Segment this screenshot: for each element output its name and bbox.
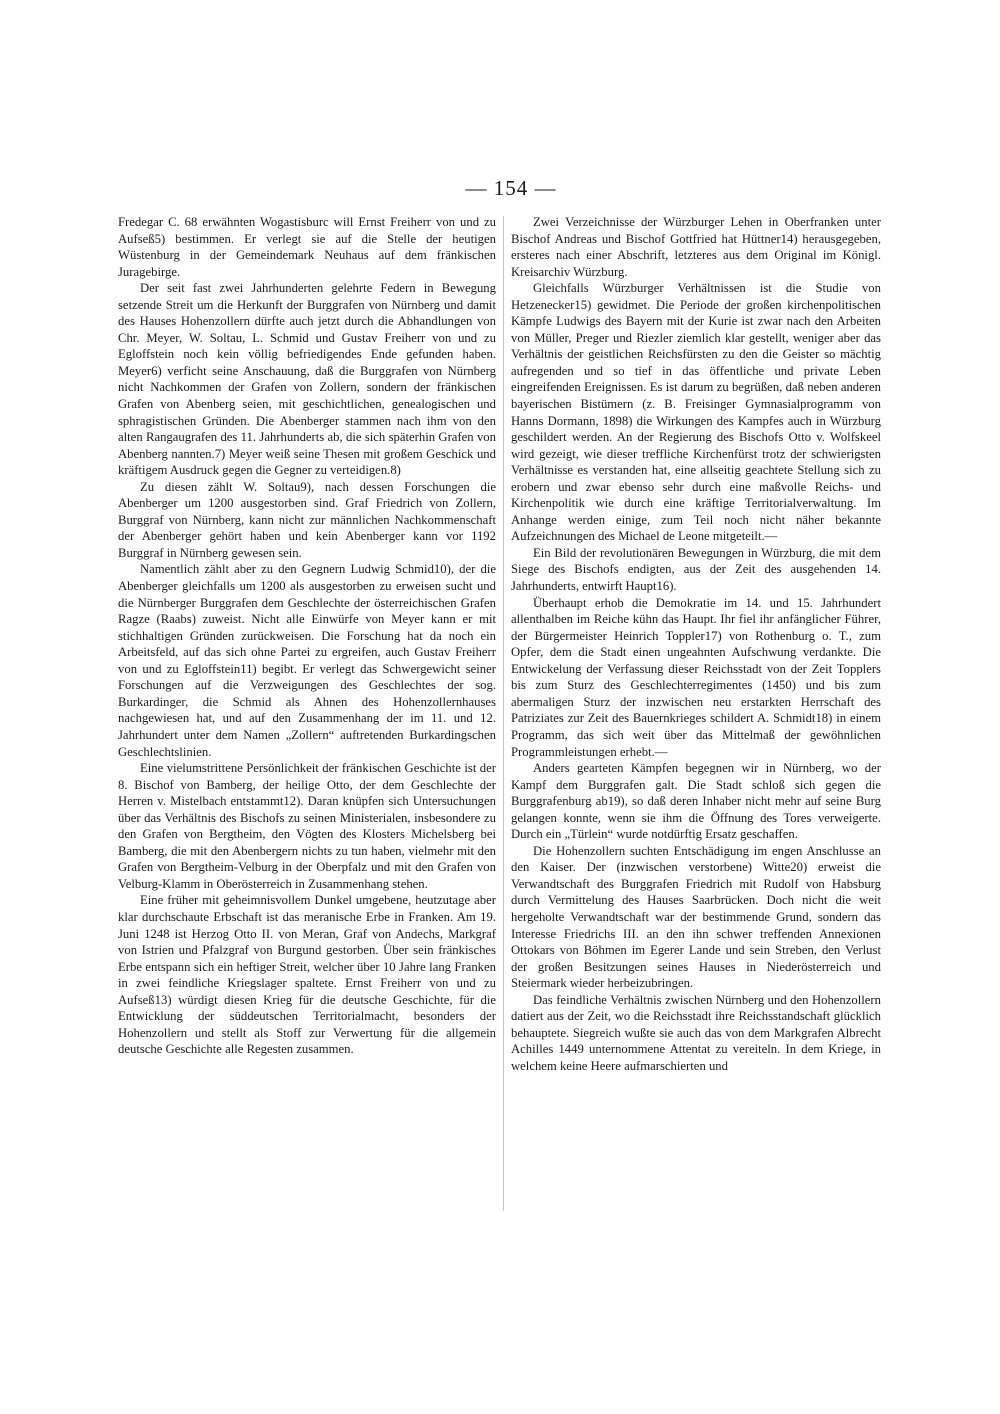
page-number: — 154 —: [465, 176, 557, 200]
paragraph: Gleichfalls Würzburger Verhältnissen ist die Studie von Hetzenecker15) gewidmet. Die Periode der großen kirchenpolitischen Kämpfe Ludwigs des Bayern mit der Kurie ist zwar nach den Arbeiten von Müller, Preger und Riezler ziemlich klar gestellt, weniger aber das Verhältnis der geistlichen Reichsfürsten zu den die Geister so mächtig aufregenden und so tief in das öffentliche und private Leben eingreifenden Ereignissen. Es ist darum zu begrüßen, daß neben anderen bayerischen Bistümern (z. B. Freisinger Gymnasialprogramm von Hanns Dormann, 1898) die Wirkungen des Kampfes auch in Würzburg geschildert werden. An der Regierung des Bischofs Otto v. Wolfskeel wird gezeigt, wie dieser treffliche Kirchenfürst trotz der schwierigsten Verhältnisse es verstanden hat, eine allseitig geachtete Stellung sich zu erobern und zwar ebenso sehr durch eine maßvolle Reichs- und Kirchenpolitik wie durch eine kräftige Territorialverwaltung. Im Anhange werden einige, zum Teil noch nicht näher bekannte Aufzeichnungen des Michael de Leone mitgeteilt.—: [511, 281, 881, 544]
paragraph: Anders gearteten Kämpfen begegnen wir in Nürnberg, wo der Kampf dem Burggrafen galt. Die Stadt schloß sich gegen die Burggrafenburg ab19), so daß deren Inhaber nicht mehr auf seine Burg gelangen konnte, wenn sie ihm die Öffnung des Tores verweigerte. Durch ein „Türlein“ wurde notdürftig Ersatz geschaffen.: [511, 761, 881, 842]
paragraph: Die Hohenzollern suchten Entschädigung im engen Anschlusse an den Kaiser. Der (inzwischen verstorbene) Witte20) erweist die Verwandtschaft des Burggrafen Friedrich mit Rudolf von Habsburg durch Vermittelung des Hauses Saarbrücken. Doch nicht die weit hergeholte Verwandtschaft war der bestimmende Grund, sondern das Interesse Friedrichs III. an den ihn schwer treffenden Annexionen Ottokars von Böhmen im Egerer Lande und sein Streben, den Verlust der großen Besitzungen seines Hauses in Niederösterreich und Steiermark wieder herbeizubringen.: [511, 843, 881, 991]
paragraph: Eine vielumstrittene Persönlichkeit der fränkischen Geschichte ist der 8. Bischof von Bamberg, der heilige Otto, der dem Geschlechte der Herren v. Mistelbach entstammt12). Daran knüpfen sich Untersuchungen über das Verhältnis des Bischofs zu seinen Ministerialen, insbesondere zu den Grafen von Bergtheim, den Vögten des Klosters Michelsberg bei Bamberg, die mit den Abenbergern nichts zu tun haben, vielmehr mit den Grafen von Bergtheim-Velburg in der Oberpfalz und mit den Grafen von Velburg-Klamm in Oberösterreich in Zusammenhang stehen.: [118, 761, 496, 891]
paragraph: Fredegar C. 68 erwähnten Wogastisburc will Ernst Freiherr von und zu Aufseß5) bestimmen. Er verlegt sie auf die Stelle der heutigen Wüstenburg in der Gemeindemark Neuhaus auf dem fränkischen Juragebirge.: [118, 215, 496, 279]
paragraph: Das feindliche Verhältnis zwischen Nürnberg und den Hohenzollern datiert aus der Zeit, wo die Reichsstadt ihre Reichsstandschaft glücklich behauptete. Siegreich wußte sie auch das von dem Markgrafen Albrecht Achilles 1449 unternommene Attentat zu vereiteln. In dem Kriege, in welchem keine Heere aufmarschierten und: [511, 992, 881, 1073]
paragraph: Zwei Verzeichnisse der Würzburger Lehen in Oberfranken unter Bischof Andreas und Bischof Gottfried hat Hüttner14) herausgegeben, ersteres nach einer Abschrift, letzteres aus dem Original im Königl. Kreisarchiv Würzburg.: [511, 215, 881, 279]
paragraph: Überhaupt erhob die Demokratie im 14. und 15. Jahrhundert allenthalben im Reiche kühn das Haupt. Ihr fiel ihr anfänglicher Führer, der Bürgermeister Heinrich Toppler17) von Rothenburg o. T., zum Opfer, dem die Stadt einen ungeahnten Aufschwung verdankte. Die Entwickelung der Verfassung dieser Reichsstadt von der Zeit Topplers bis zum Sturz des Geschlechterregimentes (1450) und bis zum abermaligen Sturz der inzwischen neu erstarkten Herrschaft des Patriziates zur Zeit des Bauernkrieges schildert A. Schmidt18) in einem Programm, das sich weit über das Mittelmaß der gewöhnlichen Programmleistungen erhebt.—: [511, 595, 881, 759]
paragraph: Der seit fast zwei Jahrhunderten gelehrte Federn in Bewegung setzende Streit um die Herkunft der Burggrafen von Nürnberg und damit des Hauses Hohenzollern dürfte auch jetzt durch die Abhandlungen von Chr. Meyer, W. Soltau, L. Schmid und Gustav Freiherr von und zu Egloffstein noch kein völlig befriedigendes Ende gefunden haben. Meyer6) verficht seine Anschauung, daß die Burggrafen von Nürnberg nicht Nachkommen der Grafen von Zollern, sondern der fränkischen Grafen von Abenberg seien, mit geschichtlichen, genealogischen und sphragistischen Gründen. Die Abenberger stammen nach ihm von den alten Rangaugrafen des 11. Jahrhunderts ab, die sich späterhin Grafen von Abenberg nannten.7) Meyer weiß seine Thesen mit großem Geschick und kräftigem Ausdruck gegen die Gegner zu verteidigen.8): [118, 281, 496, 478]
paragraph: Namentlich zählt aber zu den Gegnern Ludwig Schmid10), der die Abenberger gleichfalls um 1200 als ausgestorben zu erweisen sucht und die Nürnberger Burggrafen dem Geschlechte der österreichischen Grafen Ragze (Raabs) zuweist. Nicht alle Einwürfe von Meyer kann er mit stichhaltigen Gründen zurückweisen. Die Forschung hat da noch ein Arbeitsfeld, auf das sich ohne Partei zu ergreifen, auch Gustav Freiherr von und zu Egloffstein11) begibt. Er verlegt das Schwergewicht seiner Forschungen auf die Verzweigungen des Geschlechtes der sog. Burkardinger, die Schmid als Ahnen des Hohenzollernhauses nachgewiesen hat, und auf den Zusammenhang der im 11. und 12. Jahrhundert unter dem Namen „Zollern“ auftretenden Burkardingschen Geschlechtslinien.: [118, 562, 496, 759]
paragraph: Eine früher mit geheimnisvollem Dunkel umgebene, heutzutage aber klar durchschaute Erbschaft ist das meranische Erbe in Franken. Am 19. Juni 1248 ist Herzog Otto II. von Meran, Graf von Andechs, Markgraf von Istrien und Pfalzgraf von Burgund gestorben. Über sein fränkisches Erbe entspann sich ein heftiger Streit, welcher über 10 Jahre lang Franken in zwei feindliche Kriegslager spaltete. Ernst Freiherr von und zu Aufseß13) würdigt diesen Krieg für die deutsche Geschichte, für die Entwicklung der süddeutschen Territorialmacht, besonders der Hohenzollern und stellt als Stoff zur Verwertung für die allgemein deutsche Geschichte alle Regesten zusammen.: [118, 893, 496, 1057]
paragraph: Ein Bild der revolutionären Bewegungen in Würzburg, die mit dem Siege des Bischofs endigten, aus der Zeit des ausgehenden 14. Jahrhunderts, entwirft Haupt16).: [511, 545, 881, 594]
left-column: [118, 214, 496, 1058]
paragraph: Zu diesen zählt W. Soltau9), nach dessen Forschungen die Abenberger um 1200 ausgestorben sind. Graf Friedrich von Zollern, Burggraf von Nürnberg, kann nicht zur männlichen Nachkommenschaft der Abenberger gehört haben und kein Abenberger kann vor 1192 Burggraf in Nürnberg gewesen sein.: [118, 479, 496, 560]
column-divider: [503, 216, 504, 1211]
right-column: [511, 214, 881, 1074]
